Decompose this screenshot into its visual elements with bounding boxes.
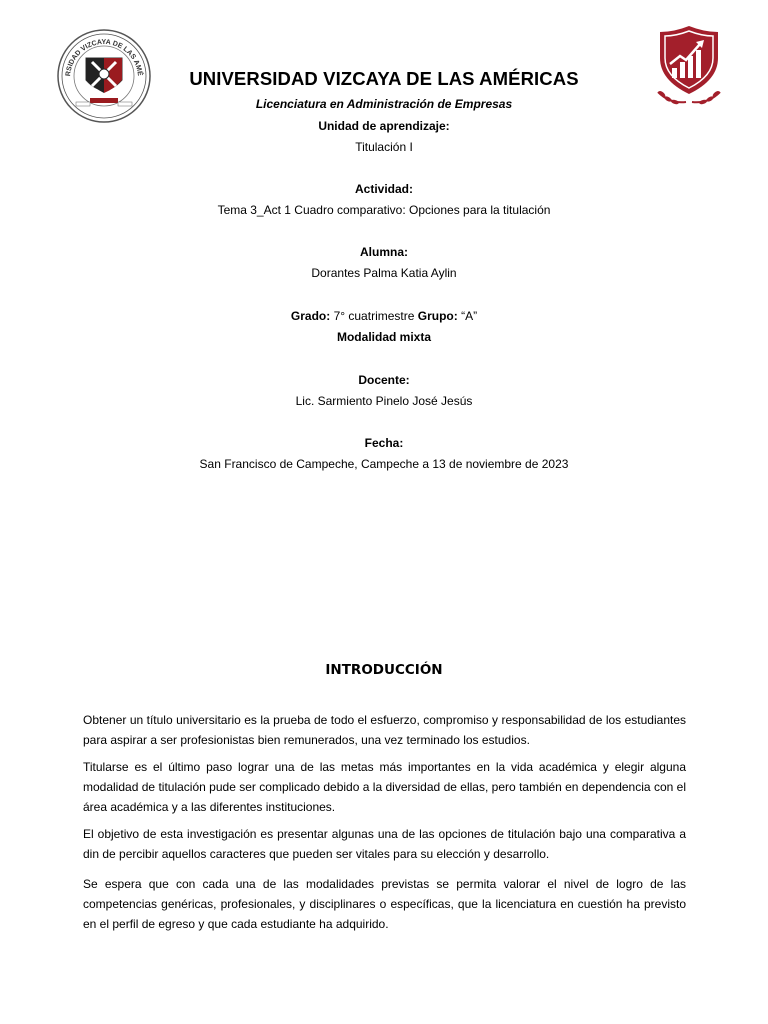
docente-label: Docente: [358, 373, 410, 387]
modalidad: Modalidad mixta [336, 330, 431, 344]
fecha-label: Fecha: [364, 436, 404, 450]
actividad-value: Tema 3_Act 1 Cuadro comparativo: Opciones para la titulación [217, 203, 551, 217]
university-title: UNIVERSIDAD VIZCAYA DE LAS AMÉRICAS [189, 68, 579, 89]
alumna-label: Alumna: [360, 245, 408, 259]
fecha-value: San Francisco de Campeche, Campeche a 13 de noviembre de 2023 [199, 457, 569, 471]
unidad-label: Unidad de aprendizaje: [318, 119, 450, 133]
intro-paragraph: Se espera que con cada una de las modalidades previstas se permita valorar el nivel de logro de las competencias genéricas, profesionales, y disciplinares o específicas, que la licenciatura en cuestión ha previsto en el perfil de egreso y que cada estudiante ha adquirido. [83, 877, 686, 931]
unidad-value: Titulación I [355, 140, 413, 154]
grado-label: Grado: [290, 309, 331, 323]
program-subtitle: Licenciatura en Administración de Empresas [255, 97, 513, 111]
grado-grupo-line [0, 309, 768, 324]
intro-heading: INTRODUCCIÓN [325, 662, 443, 678]
grupo-label: Grupo: [417, 309, 458, 323]
actividad-label: Actividad: [354, 182, 413, 196]
intro-paragraph: El objetivo de esta investigación es presentar algunas una de las opciones de titulación bajo una comparativa a din de percibir aquellos caracteres que pueden ser vitales para su elección y desarrollo. [83, 827, 686, 861]
docente-value: Lic. Sarmiento Pinelo José Jesús [295, 394, 473, 408]
intro-paragraph: Titularse es el último paso lograr una de las metas más importantes en la vida académica y elegir alguna modalidad de titulación pude ser complicado debido a la diversidad de ellas, pero también en dependencia con el área académica y a las diferentes instituciones. [83, 760, 686, 814]
alumna-value: Dorantes Palma Katia Aylin [311, 266, 457, 280]
intro-paragraph: Obtener un título universitario es la prueba de todo el esfuerzo, compromiso y responsabilidad de los estudiantes para aspirar a ser profesionistas bien remunerados, una vez terminado los estudios. [83, 713, 686, 747]
grupo-value: “A” [461, 309, 478, 323]
growth-shield-icon [652, 22, 726, 108]
grado-value: 7° cuatrimestre [333, 309, 415, 323]
svg-text:UNIVERSIDAD VIZCAYA DE LAS AMÉ: RSIDAD VIZCAYA DE LAS AMÉ [64, 38, 143, 77]
